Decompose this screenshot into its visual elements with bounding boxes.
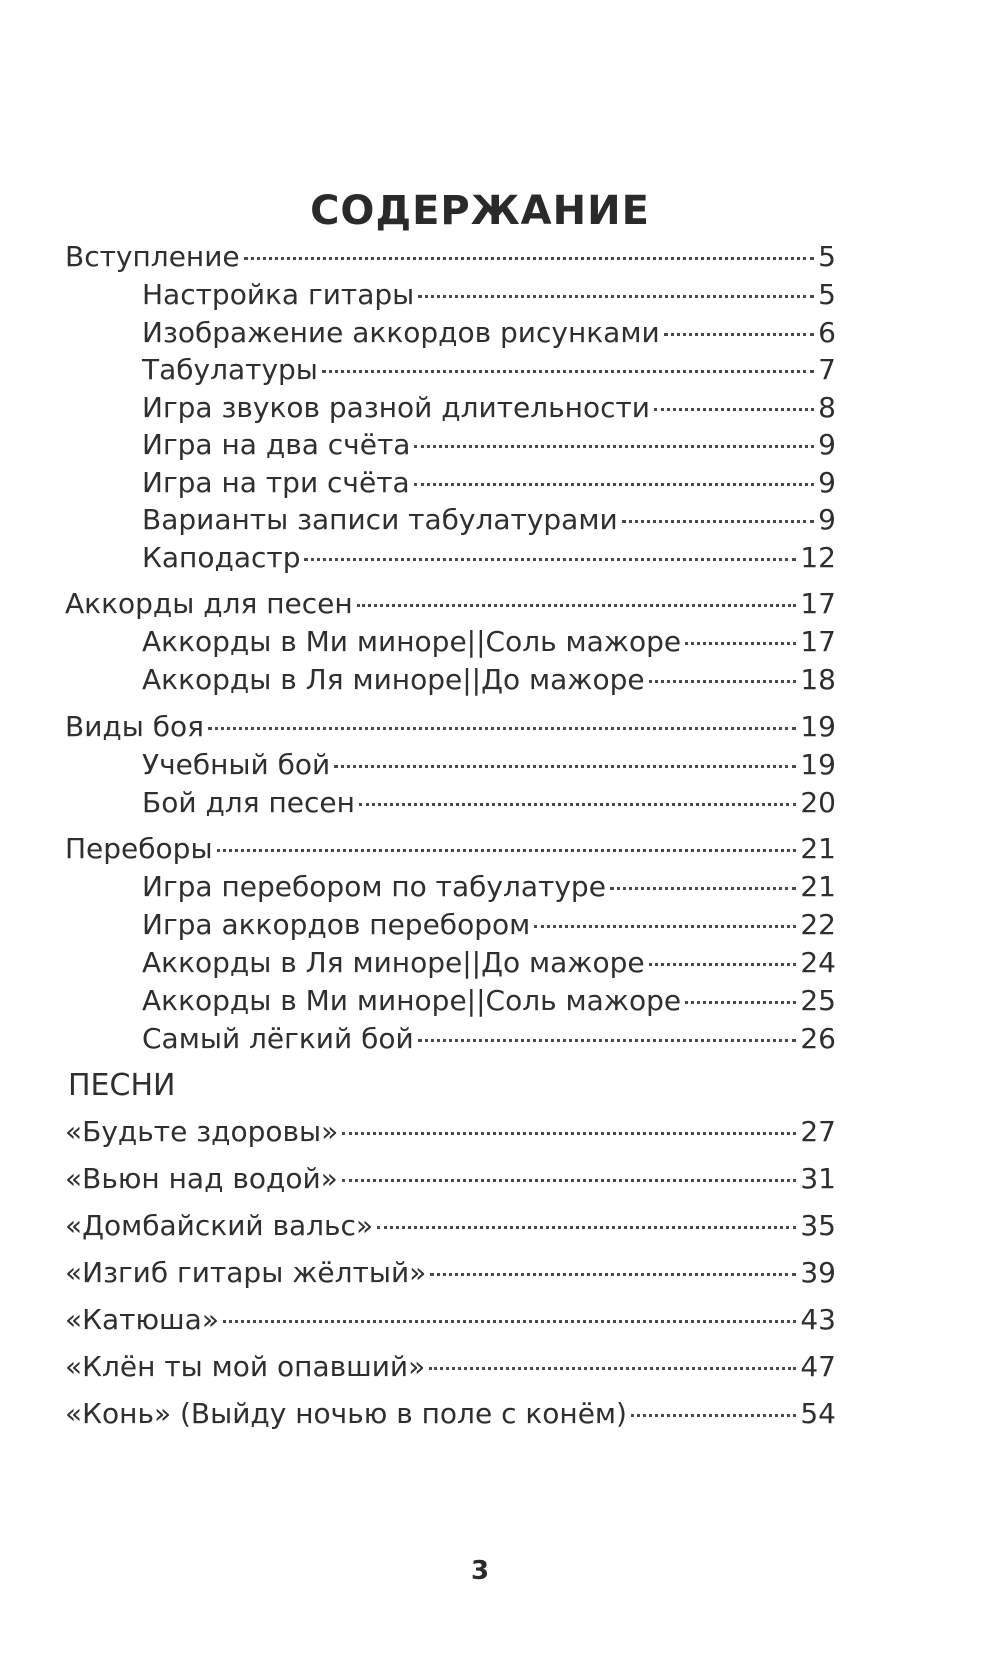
toc-entry-page: 8 [818,391,836,424]
toc-subsection-row[interactable] [142,278,836,318]
toc-entry-page: 17 [800,625,836,658]
dot-leader [649,680,797,683]
dot-leader [534,925,796,928]
toc-entry-page: 17 [800,587,836,620]
toc-subsection-row[interactable] [142,316,836,356]
dot-leader [664,333,815,336]
toc-entry-title: Аккорды в Ми миноре||Соль мажоре [142,625,682,658]
toc-entry-title: Учебный бой [142,748,331,781]
toc-entry-page: 39 [800,1256,836,1289]
toc-entry-page: 21 [800,832,836,865]
dot-leader [685,1001,796,1004]
toc-subsection-row[interactable] [142,503,836,543]
dot-leader [322,370,814,373]
toc-song-row[interactable] [65,1350,836,1390]
toc-song-row[interactable] [65,1303,836,1343]
toc-subsection-row[interactable] [142,908,836,948]
dot-leader [334,765,796,768]
toc-song-row[interactable] [65,1397,836,1437]
toc-entry-title: «Изгиб гитары жёлтый» [65,1256,427,1289]
toc-entry-title: «Будьте здоровы» [65,1115,339,1148]
toc-entry-title: Игра звуков разной длительности [142,391,650,424]
dot-leader [631,1414,796,1417]
toc-entry-title: Игра перебором по табулатуре [142,870,606,903]
toc-entry-page: 21 [800,870,836,903]
toc-entry-title: Игра на три счёта [142,466,410,499]
toc-subsection-row[interactable] [142,1022,836,1062]
toc-entry-title: «Катюша» [65,1303,219,1336]
toc-entry-page: 25 [800,984,836,1017]
toc-subsection-row[interactable] [142,786,836,826]
toc-entry-title: Табулатуры [142,353,318,386]
toc-entry-page: 7 [818,353,836,386]
toc-subsection-row[interactable] [142,353,836,393]
dot-leader [610,887,796,890]
toc-entry-title: «Клён ты мой опавший» [65,1350,426,1383]
toc-entry-title: Вступление [65,240,240,273]
toc-subsection-row[interactable] [142,663,836,703]
toc-entry-page: 12 [800,541,836,574]
dot-leader [217,849,797,852]
toc-entry-page: 9 [818,428,836,461]
toc-entry-page: 18 [800,663,836,696]
toc-subsection-row[interactable] [142,466,836,506]
toc-subsection-row[interactable] [142,541,836,581]
dot-leader [622,520,815,523]
toc-entry-page: 9 [818,503,836,536]
dot-leader [208,727,796,730]
toc-subsection-row[interactable] [142,428,836,468]
dot-leader [685,642,796,645]
toc-subsection-row[interactable] [142,870,836,910]
toc-entry-title: «Конь» (Выйду ночью в поле с конём) [65,1397,627,1430]
dot-leader [377,1226,796,1229]
toc-section-row[interactable] [65,832,836,872]
toc-entry-page: 24 [800,946,836,979]
toc-entry-title: «Домбайский вальс» [65,1209,374,1242]
toc-subsection-row[interactable] [142,946,836,986]
toc-entry-title: Изображение аккордов рисунками [142,316,660,349]
toc-entry-title: «Вьюн над водой» [65,1162,338,1195]
toc-entry-title: Переборы [65,832,213,865]
toc-entry-page: 26 [800,1022,836,1055]
toc-entry-page: 35 [800,1209,836,1242]
toc-entry-page: 27 [800,1115,836,1148]
toc-song-row[interactable] [65,1115,836,1155]
toc-entry-page: 9 [818,466,836,499]
toc-entry-page: 31 [800,1162,836,1195]
toc-entry-title: Аккорды в Ля миноре||До мажоре [142,946,645,979]
toc-song-row[interactable] [65,1162,836,1202]
toc-entry-title: Игра аккордов перебором [142,908,531,941]
toc-subsection-row[interactable] [142,984,836,1024]
toc-entry-page: 20 [800,786,836,819]
dot-leader [359,803,796,806]
toc-entry-page: 22 [800,908,836,941]
toc-song-row[interactable] [65,1209,836,1249]
toc-entry-title: Аккорды в Ля миноре||До мажоре [142,663,645,696]
toc-entry-title: Каподастр [142,541,301,574]
dot-leader [430,1273,796,1276]
toc-subsection-row[interactable] [142,391,836,431]
toc-entry-page: 6 [818,316,836,349]
dot-leader [429,1367,796,1370]
toc-subsection-row[interactable] [142,748,836,788]
dot-leader [304,558,796,561]
toc-entry-title: Игра на два счёта [142,428,411,461]
toc-entry-title: Самый лёгкий бой [142,1022,414,1055]
dot-leader [342,1179,797,1182]
toc-subsection-row[interactable] [142,625,836,665]
dot-leader [244,257,815,260]
toc-entry-page: 19 [800,748,836,781]
dot-leader [418,1039,797,1042]
toc-entry-page: 43 [800,1303,836,1336]
toc-entry-title: Аккорды в Ми миноре||Соль мажоре [142,984,682,1017]
dot-leader [414,445,814,448]
dot-leader [342,1132,796,1135]
page-title: СОДЕРЖАНИЕ [310,188,650,234]
toc-entry-page: 5 [818,240,836,273]
toc-song-row[interactable] [65,1256,836,1296]
dot-leader [357,604,797,607]
songs-heading: ПЕСНИ [68,1068,176,1103]
toc-entry-page: 5 [818,278,836,311]
toc-entry-title: Бой для песен [142,786,355,819]
toc-entry-page: 54 [800,1397,836,1430]
page-number: 3 [470,1556,490,1586]
dot-leader [418,295,814,298]
toc-entry-title: Варианты записи табулатурами [142,503,618,536]
toc-entry-page: 19 [800,710,836,743]
toc-section-row[interactable] [65,710,836,750]
dot-leader [223,1320,796,1323]
dot-leader [414,483,815,486]
toc-entry-title: Аккорды для песен [65,587,353,620]
toc-entry-page: 47 [800,1350,836,1383]
dot-leader [649,963,797,966]
toc-entry-title: Настройка гитары [142,278,415,311]
toc-section-row[interactable] [65,587,836,627]
toc-section-row[interactable] [65,240,836,280]
toc-entry-title: Виды боя [65,710,205,743]
dot-leader [654,408,814,411]
